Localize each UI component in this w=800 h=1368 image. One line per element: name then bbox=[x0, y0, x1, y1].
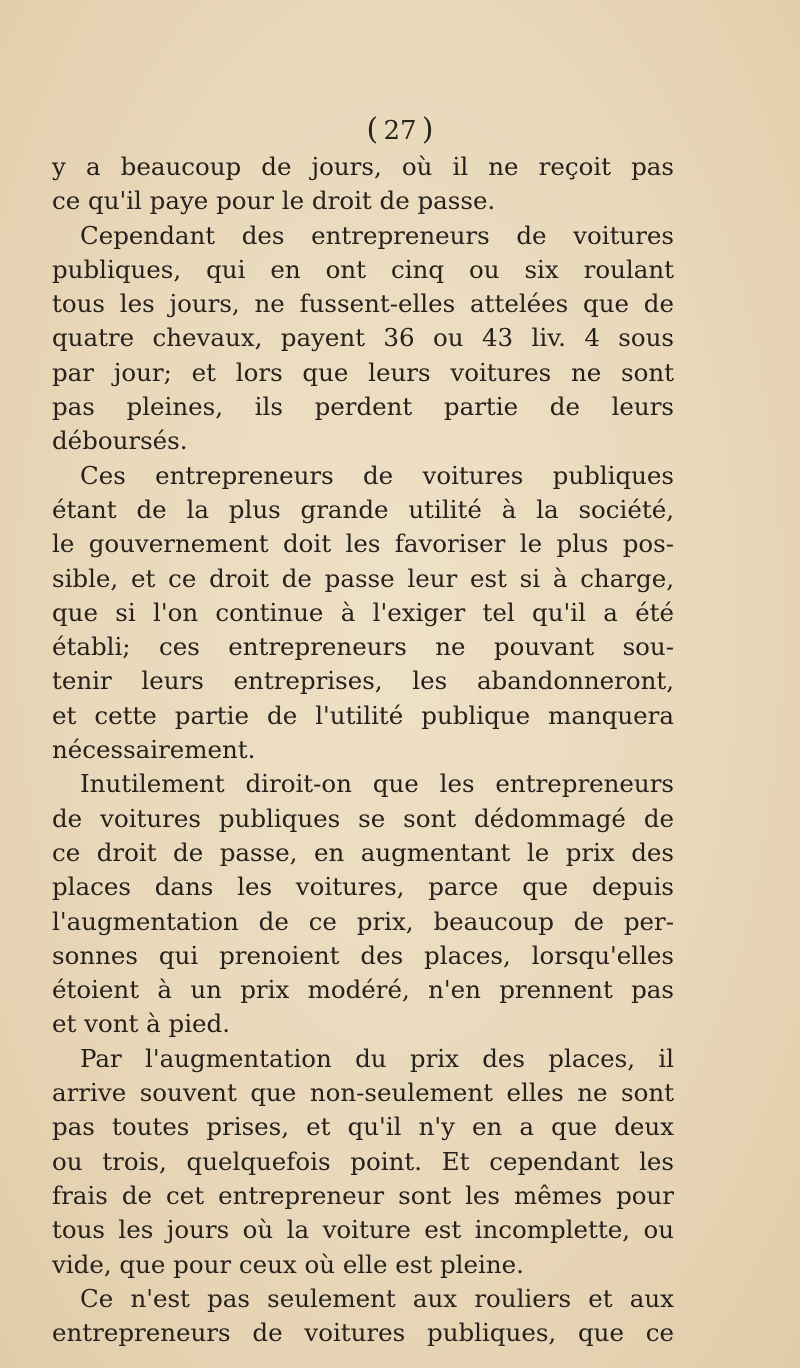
text-line: l'augmentation de ce prix, beaucoup de per- bbox=[52, 906, 674, 936]
text-line: sonnes qui prenoient des places, lorsqu'elles bbox=[52, 940, 674, 970]
page-number: ( 27 ) bbox=[366, 112, 434, 147]
text-line: frais de cet entrepreneur sont les mêmes pour bbox=[52, 1180, 674, 1210]
text-line: de voitures publiques se sont dédommagé de bbox=[52, 803, 674, 833]
text-line: y a beaucoup de jours, où il ne reçoit pas bbox=[52, 152, 674, 181]
text-line: ce qu'il paye pour le droit de passe. bbox=[52, 186, 496, 216]
text-line: étant de la plus grande utilité à la société, bbox=[52, 494, 674, 524]
text-line: que si l'on continue à l'exiger tel qu'il a été bbox=[52, 597, 674, 627]
text-line: Ces entrepreneurs de voitures publiques bbox=[80, 460, 674, 490]
text-line: tous les jours où la voiture est incomplette, ou bbox=[52, 1215, 674, 1245]
text-line: ce droit de passe, en augmentant le prix des bbox=[52, 837, 674, 867]
page-number-value: 27 bbox=[383, 116, 417, 146]
text-line: établi; ces entrepreneurs ne pouvant sou- bbox=[52, 632, 674, 662]
body-text bbox=[52, 150, 674, 1350]
text-line: tous les jours, ne fussent-elles attelées que de bbox=[52, 289, 674, 319]
text-line: ou trois, quelquefois point. Et cependant les bbox=[52, 1146, 674, 1176]
text-line: arrive souvent que non-seulement elles ne sont bbox=[52, 1078, 674, 1108]
text-line: quatre chevaux, payent 36 ou 43 liv. 4 sous bbox=[52, 323, 674, 353]
text-line: le gouvernement doit les favoriser le plus pos- bbox=[52, 529, 674, 559]
text-line: par jour; et lors que leurs voitures ne sont bbox=[52, 357, 674, 387]
text-line: publiques, qui en ont cinq ou six roulant bbox=[52, 254, 674, 284]
text-line: sible, et ce droit de passe leur est si à charge, bbox=[52, 563, 674, 593]
text-line: Cependant des entrepreneurs de voitures bbox=[80, 220, 674, 250]
text-line: Par l'augmentation du prix des places, il bbox=[80, 1043, 674, 1073]
text-line: entrepreneurs de voitures publiques, que ce bbox=[52, 1318, 674, 1348]
text-line: pas pleines, ils perdent partie de leurs bbox=[52, 392, 674, 422]
text-line: places dans les voitures, parce que depuis bbox=[52, 872, 674, 902]
text-line: Ce n'est pas seulement aux rouliers et aux bbox=[80, 1283, 674, 1313]
text-line: et cette partie de l'utilité publique manquera bbox=[52, 700, 674, 730]
text-line: étoient à un prix modéré, n'en prennent pas bbox=[52, 975, 674, 1005]
text-line: et vont à pied. bbox=[52, 1009, 231, 1039]
text-line: Inutilement diroit-on que les entrepreneurs bbox=[80, 769, 674, 799]
text-line: déboursés. bbox=[52, 426, 188, 456]
text-line: vide, que pour ceux où elle est pleine. bbox=[52, 1249, 524, 1279]
text-line: tenir leurs entreprises, les abandonneront, bbox=[52, 666, 674, 696]
text-line: pas toutes prises, et qu'il n'y en a que deux bbox=[52, 1112, 674, 1142]
text-line: nécessairement. bbox=[52, 735, 256, 765]
